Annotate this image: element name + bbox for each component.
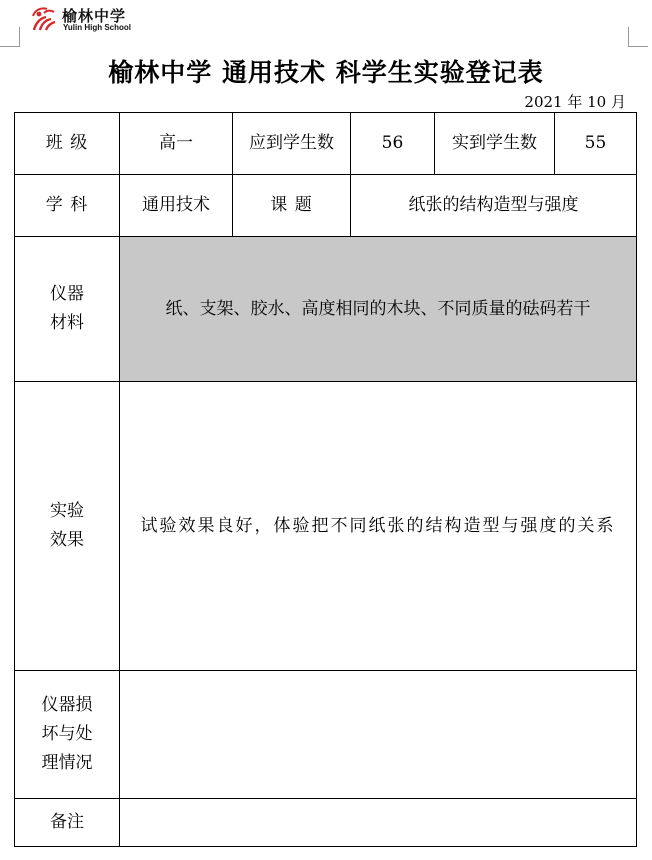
actual-students-label: 实到学生数 bbox=[435, 113, 555, 175]
damage-label-line2: 坏与处 bbox=[41, 724, 93, 744]
class-value[interactable]: 高一 bbox=[120, 113, 233, 175]
expected-students-value[interactable]: 56 bbox=[351, 113, 435, 175]
crop-mark-left bbox=[0, 27, 20, 47]
class-label: 班 级 bbox=[15, 113, 120, 175]
crop-mark-right bbox=[628, 27, 648, 47]
topic-value[interactable]: 纸张的结构造型与强度 bbox=[351, 175, 637, 237]
school-name-en: Yulin High School bbox=[63, 23, 131, 32]
materials-value[interactable]: 纸、支架、胶水、高度相同的木块、不同质量的砝码若干 bbox=[120, 237, 637, 382]
school-logo bbox=[30, 4, 170, 36]
damage-label-line3: 理情况 bbox=[41, 753, 93, 773]
damage-label bbox=[15, 671, 120, 799]
subject-label: 学 科 bbox=[15, 175, 120, 237]
subject-value[interactable]: 通用技术 bbox=[120, 175, 233, 237]
table-row-damage bbox=[15, 671, 637, 799]
remarks-value[interactable] bbox=[120, 799, 637, 847]
table-row-class bbox=[15, 113, 637, 175]
damage-label-line1: 仪器损 bbox=[41, 695, 93, 715]
school-logo-icon bbox=[30, 4, 58, 32]
table-row-subject bbox=[15, 175, 637, 237]
page-title: 榆林中学 通用技术 科学生实验登记表 bbox=[108, 58, 544, 87]
effect-value[interactable]: 试验效果良好，体验把不同纸张的结构造型与强度的关系 bbox=[120, 382, 637, 671]
expected-students-label: 应到学生数 bbox=[233, 113, 351, 175]
materials-label-line1: 仪器 bbox=[50, 284, 84, 304]
table-row-remarks bbox=[15, 799, 637, 847]
actual-students-value[interactable]: 55 bbox=[555, 113, 637, 175]
table-row-materials bbox=[15, 237, 637, 382]
school-name-cn: 榆林中学 bbox=[62, 7, 127, 25]
topic-label: 课 题 bbox=[233, 175, 351, 237]
damage-value[interactable] bbox=[120, 671, 637, 799]
table-row-effect bbox=[15, 382, 637, 671]
effect-label-line2: 效果 bbox=[50, 530, 84, 550]
experiment-record-table bbox=[14, 112, 637, 847]
effect-label bbox=[15, 382, 120, 671]
materials-label bbox=[15, 237, 120, 382]
effect-label-line1: 实验 bbox=[50, 501, 84, 521]
materials-label-line2: 材料 bbox=[50, 313, 84, 333]
record-date: 2021 年 10 月 bbox=[524, 93, 626, 111]
remarks-label: 备注 bbox=[15, 799, 120, 847]
